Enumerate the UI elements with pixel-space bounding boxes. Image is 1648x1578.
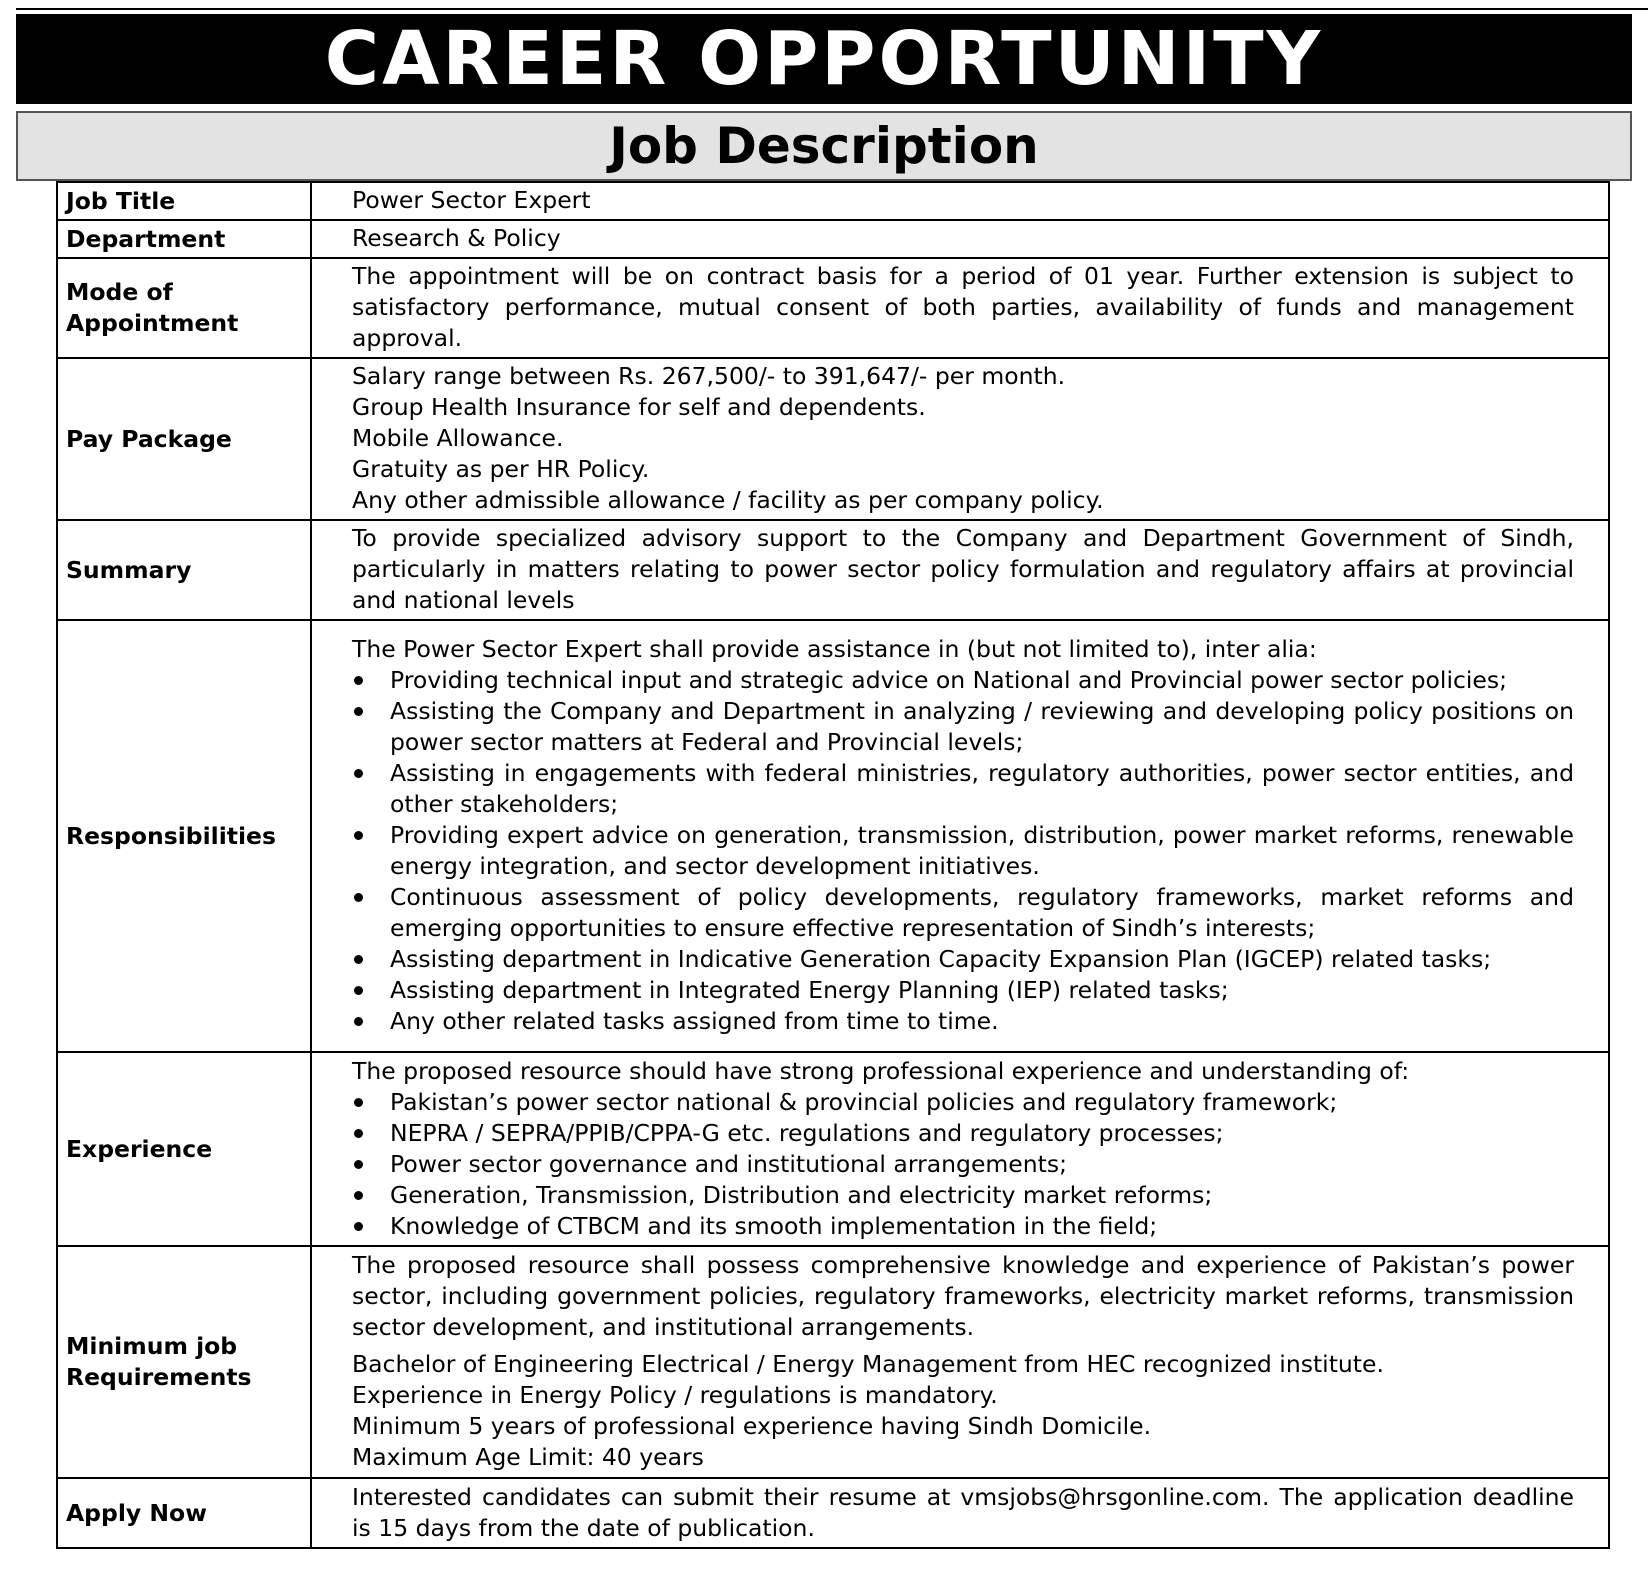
- table-row-responsibilities: [57, 620, 1609, 1052]
- table-row-mode-of-appointment: [57, 258, 1609, 358]
- bullet-list: [352, 665, 1574, 1037]
- bullet-icon: [354, 676, 363, 685]
- row-paragraph: Interested candidates can submit their resume at vmsjobs@hrsgonline.com. The application deadline is 15 days from the date of publication.: [352, 1482, 1574, 1542]
- bullet-icon: [354, 831, 363, 840]
- list-item-text: Power sector governance and institutional arrangements;: [390, 1149, 1068, 1178]
- row-value: [311, 1246, 1609, 1478]
- row-paragraph: The appointment will be on contract basis for a period of 01 year. Further extension is subject to satisfactory performance, mutual consent of both parties, availability of funds and management approval.: [352, 262, 1574, 352]
- table-row-experience: [57, 1052, 1609, 1246]
- table-row-department: [57, 220, 1609, 258]
- bullet-icon: [354, 893, 363, 902]
- bullet-icon: [354, 955, 363, 964]
- list-item: [352, 758, 1574, 820]
- bullet-icon: [354, 1129, 363, 1138]
- requirement-line: Maximum Age Limit: 40 years: [352, 1443, 704, 1471]
- section-heading: Job Description: [16, 111, 1632, 181]
- row-label-line: Minimum job: [66, 1332, 238, 1360]
- bullet-icon: [354, 1160, 363, 1169]
- list-item: [352, 882, 1574, 944]
- bullet-icon: [354, 1222, 363, 1231]
- list-item-text: Any other related tasks assigned from time to time.: [390, 1007, 999, 1035]
- row-paragraph: The proposed resource shall possess comprehensive knowledge and experience of Pakistan’s power sector, including government policies, regulatory frameworks, electricity market reforms, transmission sector development, and institutional arrangements.: [352, 1251, 1574, 1341]
- row-label: Department: [57, 220, 311, 258]
- row-intro: The Power Sector Expert shall provide assistance in (but not limited to), inter alia:: [352, 635, 1317, 663]
- row-label: Summary: [57, 520, 311, 620]
- row-value: [311, 620, 1609, 1052]
- bullet-icon: [354, 1017, 363, 1026]
- list-item-text: Pakistan’s power sector national & provincial policies and regulatory framework;: [390, 1087, 1338, 1116]
- table-row-pay-package: [57, 358, 1609, 520]
- table-row-minimum-requirements: [57, 1246, 1609, 1478]
- bullet-icon: [354, 769, 363, 778]
- row-intro: The proposed resource should have strong professional experience and understanding of:: [352, 1056, 1410, 1085]
- top-rule: [16, 8, 1648, 10]
- row-paragraph: To provide specialized advisory support to the Company and Department Government of Sindh, particularly in matters relating to power sector policy formulation and regulatory affairs at provincial and national levels: [352, 524, 1574, 614]
- list-item: [352, 975, 1574, 1006]
- row-label-line: Appointment: [66, 309, 239, 337]
- requirement-line: Minimum 5 years of professional experience having Sindh Domicile.: [352, 1412, 1152, 1440]
- list-item: [352, 1006, 1574, 1037]
- requirement-line: Bachelor of Engineering Electrical / Energy Management from HEC recognized institute.: [352, 1350, 1384, 1378]
- requirement-line: Experience in Energy Policy / regulations is mandatory.: [352, 1381, 998, 1409]
- row-label: Job Title: [57, 182, 311, 220]
- row-value: [311, 358, 1609, 520]
- row-label-line: Mode of: [66, 278, 173, 306]
- pay-line: Gratuity as per HR Policy.: [352, 455, 650, 483]
- list-item: [352, 665, 1574, 696]
- bullet-icon: [354, 707, 363, 716]
- list-item-text: Providing expert advice on generation, transmission, distribution, power market reforms, renewable energy integration, and sector development initiatives.: [390, 821, 1574, 880]
- list-item: [352, 696, 1574, 758]
- bullet-icon: [354, 986, 363, 995]
- list-item: [352, 944, 1574, 975]
- list-item: [352, 1180, 1574, 1211]
- table-row-apply-now: [57, 1478, 1609, 1548]
- bullet-icon: [354, 1191, 363, 1200]
- list-item-text: Providing technical input and strategic advice on National and Provincial power sector policies;: [390, 666, 1508, 694]
- bullet-icon: [354, 1098, 363, 1107]
- list-item-text: Knowledge of CTBCM and its smooth implementation in the field;: [390, 1211, 1158, 1240]
- list-item-text: Generation, Transmission, Distribution and electricity market reforms;: [390, 1180, 1213, 1209]
- row-value: Research & Policy: [311, 220, 1609, 258]
- row-label-line: Requirements: [66, 1363, 252, 1391]
- row-label: Apply Now: [57, 1478, 311, 1548]
- page-title: CAREER OPPORTUNITY: [16, 14, 1632, 104]
- list-item: [352, 1149, 1574, 1180]
- row-label: Experience: [57, 1052, 311, 1246]
- list-item-text: Assisting in engagements with federal ministries, regulatory authorities, power sector entities, and other stakeholders;: [390, 759, 1574, 818]
- row-label: [57, 258, 311, 358]
- row-value: [311, 1478, 1609, 1548]
- list-item-text: Assisting department in Integrated Energy Planning (IEP) related tasks;: [390, 976, 1229, 1004]
- row-label: Responsibilities: [57, 620, 311, 1052]
- list-item: [352, 820, 1574, 882]
- job-description-table: [56, 181, 1610, 1549]
- list-item-text: Continuous assessment of policy developments, regulatory frameworks, market reforms and emerging opportunities to ensure effective representation of Sindh’s interests;: [390, 883, 1574, 942]
- pay-line: Mobile Allowance.: [352, 424, 564, 452]
- pay-line: Group Health Insurance for self and dependents.: [352, 393, 926, 421]
- list-item: [352, 1211, 1574, 1242]
- row-label: [57, 1246, 311, 1478]
- list-item-text: Assisting department in Indicative Generation Capacity Expansion Plan (IGCEP) related tasks;: [390, 945, 1492, 973]
- bullet-list: [352, 1087, 1574, 1242]
- list-item: [352, 1087, 1574, 1118]
- row-value: Power Sector Expert: [311, 182, 1609, 220]
- list-item-text: Assisting the Company and Department in analyzing / reviewing and developing policy positions on power sector matters at Federal and Provincial levels;: [390, 697, 1574, 756]
- table-row-job-title: [57, 182, 1609, 220]
- row-label: Pay Package: [57, 358, 311, 520]
- row-value: [311, 520, 1609, 620]
- row-value: [311, 1052, 1609, 1246]
- list-item: [352, 1118, 1574, 1149]
- pay-line: Salary range between Rs. 267,500/- to 391,647/- per month.: [352, 362, 1066, 390]
- list-item-text: NEPRA / SEPRA/PPIB/CPPA-G etc. regulations and regulatory processes;: [390, 1118, 1224, 1147]
- row-value: [311, 258, 1609, 358]
- pay-line: Any other admissible allowance / facility as per company policy.: [352, 486, 1104, 514]
- table-row-summary: [57, 520, 1609, 620]
